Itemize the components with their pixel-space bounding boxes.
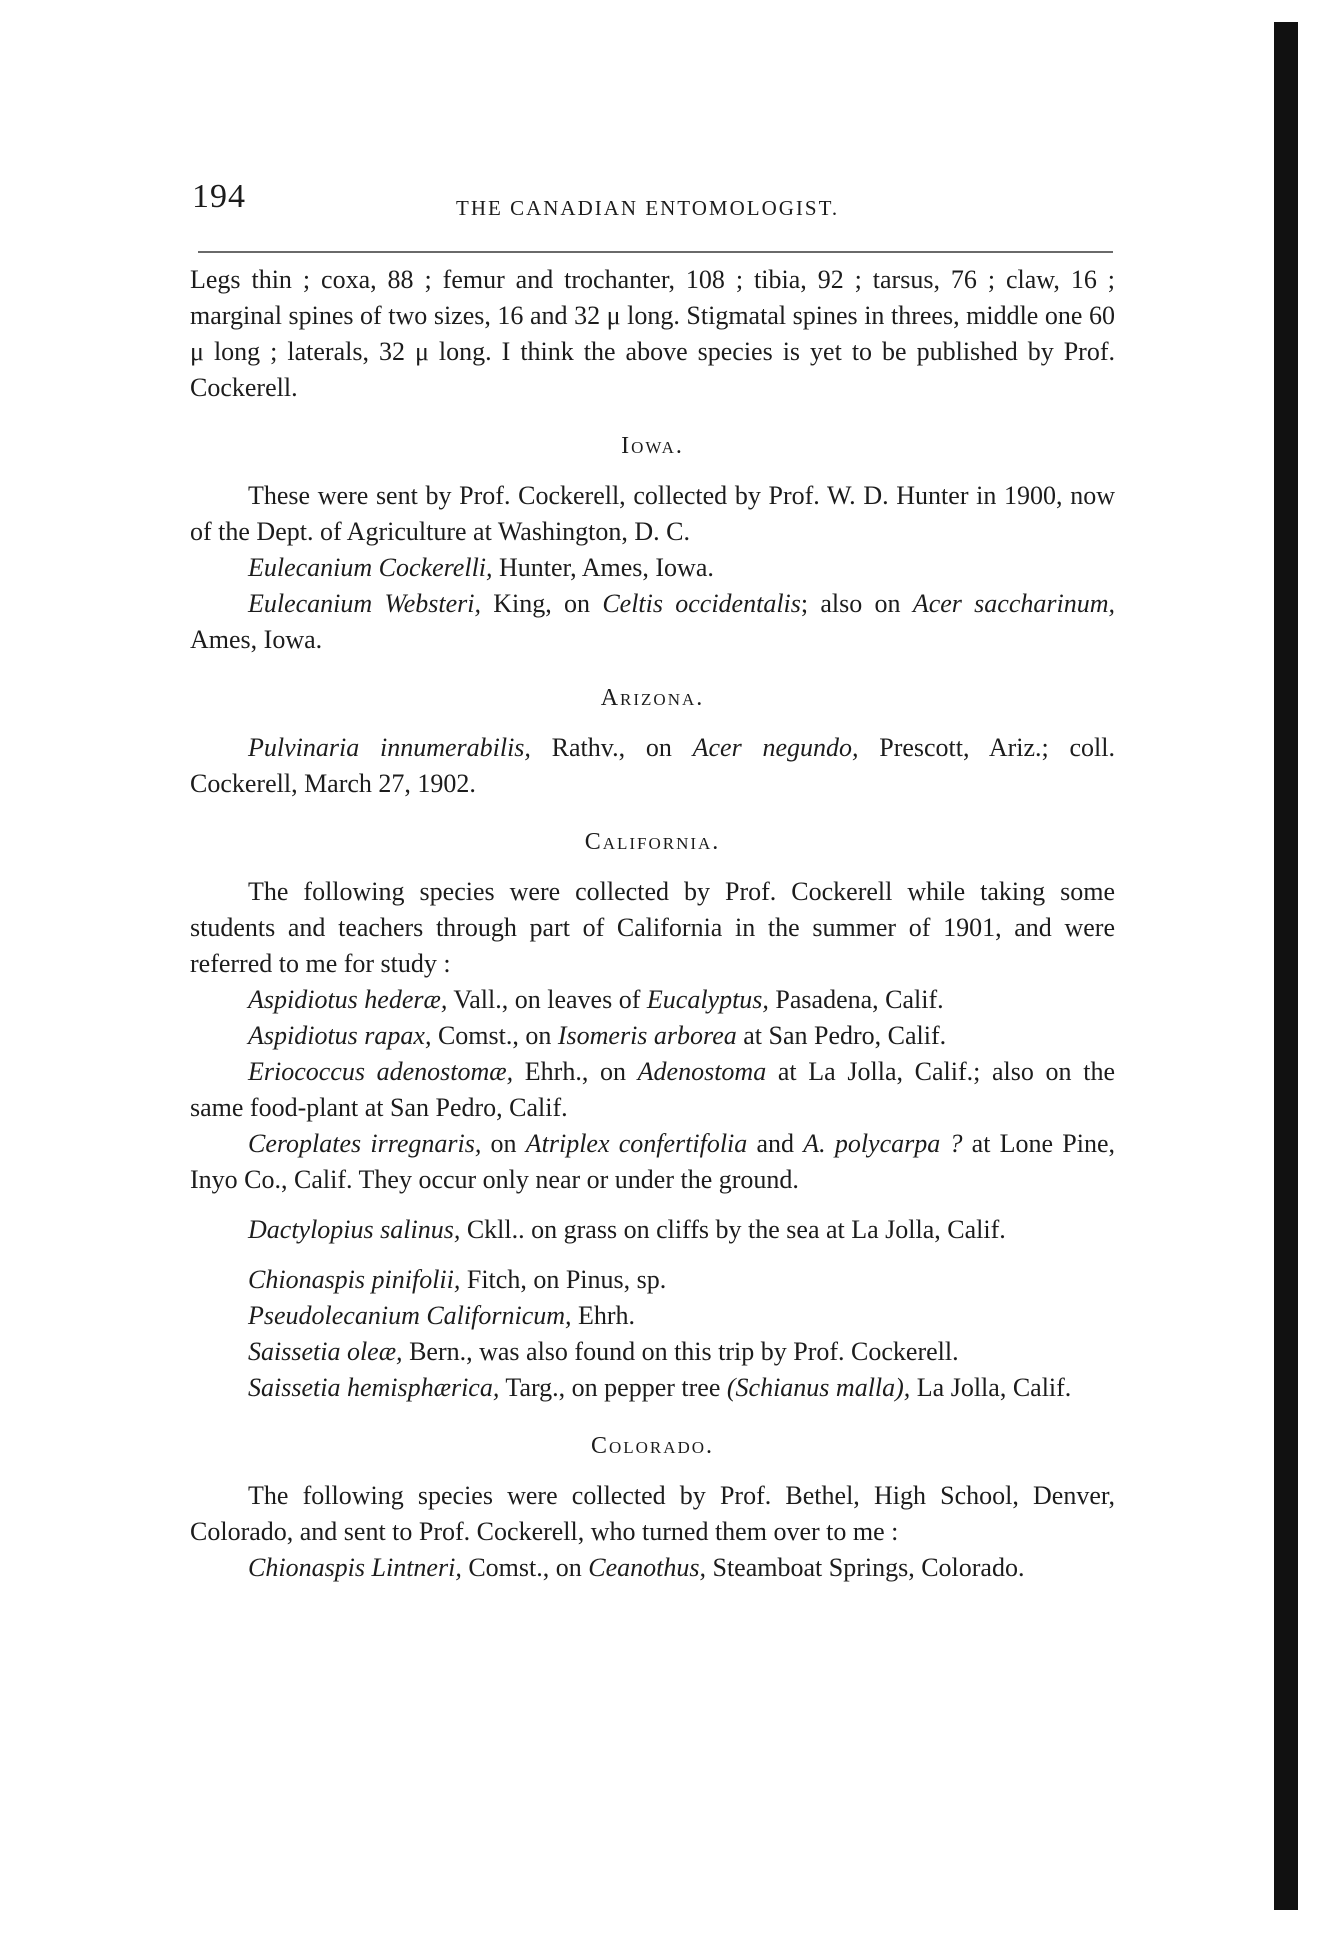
california-entry-8: Saissetia oleæ, Bern., was also found on this trip by Prof. Cockerell. [248,1337,959,1366]
species-name: Dactylopius salinus, [248,1215,461,1244]
binding-shadow [1274,22,1298,1910]
species-name: Eulecanium Websteri, [248,589,481,618]
species-name: Eulecanium Cockerelli, [248,553,493,582]
california-entry-4: Ceroplates irregnaris, on Atriplex confertifolia and A. polycarpa ? at Lone Pine, Inyo Co., Calif. They occur only near or under the ground. [190,1129,1115,1194]
page-edge [1266,0,1328,1952]
page-body [190,262,1115,1586]
arizona-entry-1: Pulvinaria innumerabilis, Rathv., on Acer negundo, Prescott, Ariz.; coll. Cockerell, March 27, 1902. [190,733,1115,798]
colorado-paragraph: The following species were collected by Prof. Bethel, High School, Denver, Colorado, and sent to Prof. Cockerell, who turned them over to me : [190,1481,1115,1546]
host-plant: Ceanothus, [588,1553,706,1582]
species-name: Chionaspis Lintneri, [248,1553,462,1582]
section-heading-arizona: Arizona. [600,685,705,711]
section-heading-colorado: Colorado. [590,1433,715,1459]
host-plant: Atriplex confertifolia [525,1129,748,1158]
iowa-entry-1: Eulecanium Cockerelli, Hunter, Ames, Iowa. [248,553,714,582]
california-entry-5: Dactylopius salinus, Ckll.. on grass on cliffs by the sea at La Jolla, Calif. [248,1215,1006,1244]
california-entry-1: Aspidiotus hederæ, Vall., on leaves of Eucalyptus, Pasadena, Calif. [248,985,944,1014]
california-paragraph: The following species were collected by Prof. Cockerell while taking some students and teachers through part of California in the summer of 1901, and were referred to me for study : [190,877,1115,978]
intro-paragraph: Legs thin ; coxa, 88 ; femur and trochanter, 108 ; tibia, 92 ; tarsus, 76 ; claw, 16 ; marginal spines of two sizes, 16 and 32 μ long. Stigmatal spines in threes, middle one 60 μ long ; laterals, 32 μ long. I think the above species is yet to be published by Prof. Cockerell. [190,265,1115,402]
species-name: Aspidiotus rapax, [248,1021,432,1050]
host-plant: (Schianus malla), [726,1373,911,1402]
section-heading-california: California. [584,829,721,855]
page-header [190,178,1115,228]
spacer [190,1198,1115,1212]
header-rule [198,251,1113,253]
host-plant: A. polycarpa ? [803,1129,963,1158]
host-plant: Isomeris arborea [557,1021,737,1050]
california-entry-9: Saissetia hemisphærica, Targ., on pepper tree (Schianus malla), La Jolla, Calif. [248,1373,1072,1402]
page-number: 194 [192,178,246,215]
species-name: Ceroplates irregnaris, [248,1129,482,1158]
spacer [190,1248,1115,1262]
species-name: Saissetia hemisphærica, [248,1373,500,1402]
california-entry-7: Pseudolecanium Californicum, Ehrh. [248,1301,636,1330]
host-plant: Eucalyptus, [646,985,769,1014]
species-name: Eriococcus adenostomæ, [248,1057,514,1086]
california-entry-6: Chionaspis pinifolii, Fitch, on Pinus, sp. [248,1265,667,1294]
species-name: Saissetia oleæ, [248,1337,403,1366]
running-title: THE CANADIAN ENTOMOLOGIST. [456,196,840,220]
host-plant: Celtis occidentalis [602,589,801,618]
colorado-entry-1: Chionaspis Lintneri, Comst., on Ceanothus, Steamboat Springs, Colorado. [248,1553,1025,1582]
california-entry-2: Aspidiotus rapax, Comst., on Isomeris arborea at San Pedro, Calif. [248,1021,947,1050]
species-name: Pseudolecanium Californicum, [248,1301,572,1330]
section-heading-iowa: Iowa. [621,433,684,459]
species-name: Pulvinaria innumerabilis, [248,733,531,762]
species-name: Aspidiotus hederæ, [248,985,448,1014]
host-plant: Acer negundo, [692,733,859,762]
iowa-entry-2: Eulecanium Websteri, King, on Celtis occidentalis; also on Acer saccharinum, Ames, Iowa. [190,589,1115,654]
host-plant: Adenostoma [637,1057,767,1086]
species-name: Chionaspis pinifolii, [248,1265,461,1294]
host-plant: Acer saccharinum, [912,589,1115,618]
california-entry-3: Eriococcus adenostomæ, Ehrh., on Adenostoma at La Jolla, Calif.; also on the same food-plant at San Pedro, Calif. [190,1057,1115,1122]
iowa-paragraph: These were sent by Prof. Cockerell, collected by Prof. W. D. Hunter in 1900, now of the Dept. of Agriculture at Washington, D. C. [190,481,1115,546]
